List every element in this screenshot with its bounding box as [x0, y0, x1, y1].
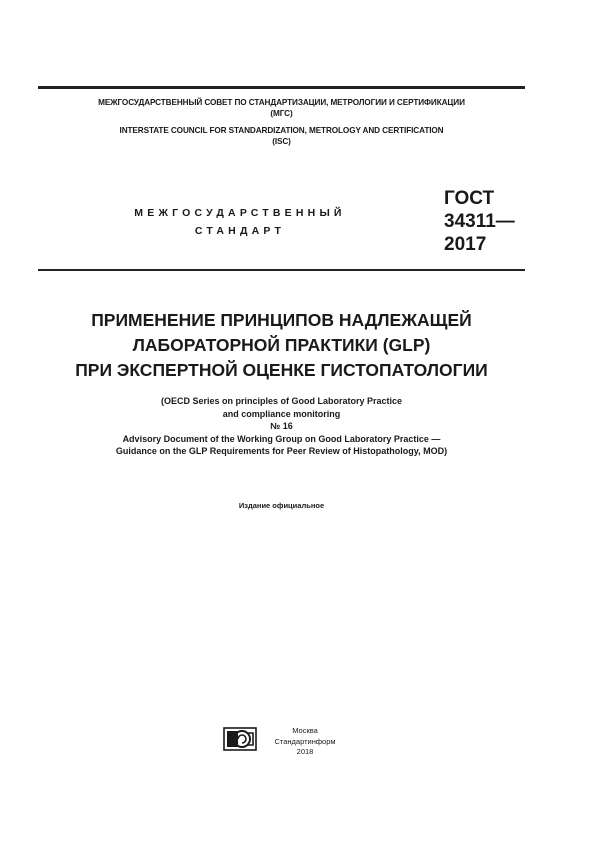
council-en-line-2: (ISC)	[272, 137, 291, 146]
document-title	[38, 308, 525, 383]
gost-designation	[444, 187, 515, 256]
gost-number: 34311—	[444, 211, 515, 232]
standard-type	[100, 204, 380, 240]
publisher-city: Москва	[292, 726, 318, 735]
edition-note: Издание официальное	[238, 501, 325, 510]
publisher-year: 2018	[296, 747, 314, 756]
council-ru-line-2: (МГС)	[270, 109, 293, 118]
standard-type-line-1: МЕЖГОСУДАРСТВЕННЫЙ	[134, 207, 346, 219]
publisher-name: Стандартинформ	[274, 736, 336, 746]
middle-rule	[38, 269, 525, 271]
publisher-imprint	[262, 726, 348, 758]
subtitle-line-4: Advisory Document of the Working Group on Good Laboratory Practice —	[122, 433, 441, 444]
subtitle-line-1: (OECD Series on principles of Good Laboratory Practice	[160, 396, 403, 406]
title-line-2: ЛАБОРАТОРНОЙ ПРАКТИКИ (GLP)	[132, 335, 431, 355]
standartinform-logo-icon	[223, 727, 257, 751]
document-subtitle	[38, 395, 525, 458]
title-line-1: ПРИМЕНЕНИЕ ПРИНЦИПОВ НАДЛЕЖАЩЕЙ	[91, 310, 472, 330]
council-ru-line-1: МЕЖГОСУДАРСТВЕННЫЙ СОВЕТ ПО СТАНДАРТИЗАЦИИ, МЕТРОЛОГИИ И СЕРТИФИКАЦИИ	[98, 98, 465, 107]
council-name-ru	[38, 97, 525, 119]
subtitle-line-5: Guidance on the GLP Requirements for Peer Review of Histopathology, MOD)	[115, 446, 448, 456]
title-line-3: ПРИ ЭКСПЕРТНОЙ ОЦЕНКЕ ГИСТОПАТОЛОГИИ	[75, 360, 488, 380]
gost-year: 2017	[444, 234, 487, 255]
gost-label: ГОСТ	[444, 188, 495, 209]
subtitle-line-3: № 16	[270, 421, 293, 431]
council-name-en	[38, 125, 525, 147]
standard-type-line-2: СТАНДАРТ	[194, 225, 286, 237]
council-en-line-1: INTERSTATE COUNCIL FOR STANDARDIZATION, METROLOGY AND CERTIFICATION	[119, 126, 444, 135]
subtitle-line-2: and compliance monitoring	[222, 408, 341, 419]
top-rule	[38, 86, 525, 89]
